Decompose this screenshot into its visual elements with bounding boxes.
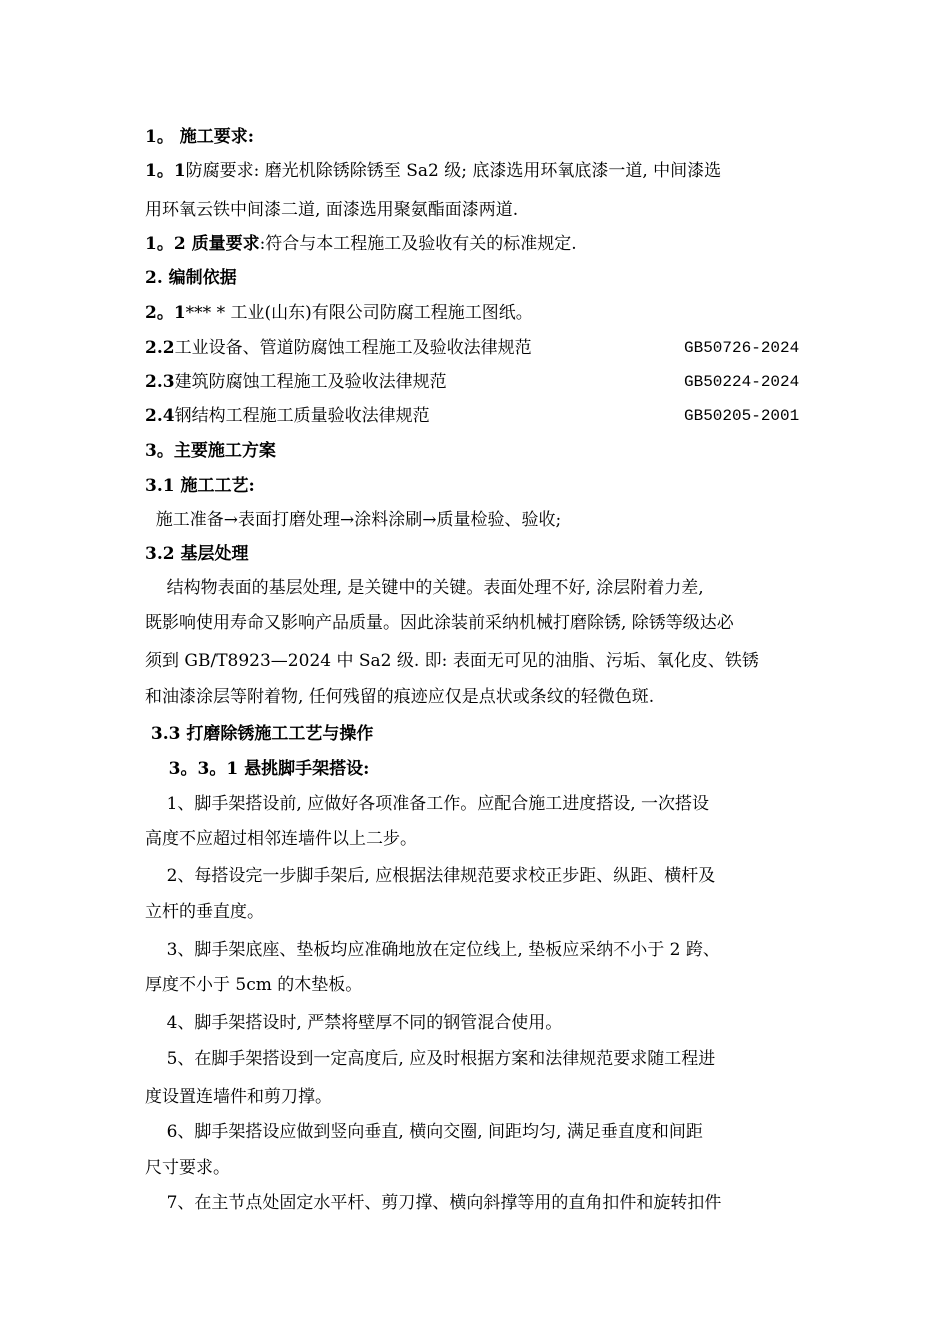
bold-heading: 1。2 质量要求 [145, 234, 260, 254]
text-line [145, 336, 532, 360]
body-text: 2、每搭设完一步脚手架后, 应根据法律规范要求校正步距、纵距、横杆及 [145, 866, 716, 886]
body-text: 施工准备→表面打磨处理→涂料涂刷→质量检验、验收; [145, 510, 562, 530]
bold-heading: 2. 编制依据 [145, 268, 237, 288]
standard-code-2-2: GB50726-2024 [684, 339, 800, 357]
text-line [145, 611, 734, 635]
text-line [145, 474, 255, 498]
text-line [145, 1047, 715, 1071]
text-line [145, 938, 720, 962]
text-line [145, 301, 533, 325]
text-line [145, 266, 237, 290]
body-text: 和油漆涂层等附着物, 任何残留的痕迹应仅是点状或条纹的轻微色斑. [145, 687, 655, 707]
text-line [145, 1085, 332, 1109]
text-line [145, 792, 709, 816]
body-text: 钢结构工程施工质量验收法律规范 [174, 406, 430, 426]
text-line [145, 542, 249, 566]
text-line [145, 722, 373, 746]
text-line [145, 1011, 562, 1035]
body-text: 4、脚手架搭设时, 严禁将壁厚不同的钢管混合使用。 [145, 1013, 563, 1033]
bold-heading: 1。 施工要求: [145, 127, 255, 147]
text-line [145, 1191, 721, 1215]
text-line [145, 1120, 703, 1144]
bold-heading: 2。1 [145, 303, 186, 323]
bold-heading: 2.2 [145, 338, 175, 358]
text-line [145, 159, 721, 183]
body-text: 3、脚手架底座、垫板均应准确地放在定位线上, 垫板应采纳不小于 2 跨、 [145, 940, 720, 960]
text-line [145, 864, 715, 888]
body-text: 立杆的垂直度。 [145, 902, 264, 922]
text-line [145, 757, 369, 781]
bold-heading: 3。主要施工方案 [145, 441, 276, 461]
body-text: 工业设备、管道防腐蚀工程施工及验收法律规范 [174, 338, 532, 358]
text-line [145, 404, 430, 428]
bold-heading: 3。3。1 悬挑脚手架搭设: [145, 759, 370, 779]
bold-heading: 2.3 [145, 372, 175, 392]
text-line [145, 649, 759, 673]
text-line [145, 370, 447, 394]
text-line [145, 125, 254, 149]
body-text: 厚度不小于 5cm 的木垫板。 [145, 975, 363, 995]
bold-heading: 2.4 [145, 406, 175, 426]
bold-heading: 1。1 [145, 161, 186, 181]
body-text: :符合与本工程施工及验收有关的标准规定. [259, 234, 577, 254]
body-text: 度设置连墙件和剪刀撑。 [145, 1087, 332, 1107]
text-line [145, 508, 561, 532]
bold-heading: 3.2 基层处理 [145, 544, 249, 564]
body-text: 7、在主节点处固定水平杆、剪刀撑、横向斜撑等用的直角扣件和旋转扣件 [145, 1193, 722, 1213]
text-line [145, 827, 417, 851]
bold-heading: 3.3 打磨除锈施工工艺与操作 [145, 724, 374, 744]
text-line [145, 900, 264, 924]
text-line [145, 973, 362, 997]
body-text: 高度不应超过相邻连墙件以上二步。 [145, 829, 417, 849]
body-text: *** * 工业(山东)有限公司防腐工程施工图纸。 [185, 303, 533, 323]
standard-code-2-3: GB50224-2024 [684, 373, 800, 391]
body-text: 6、脚手架搭设应做到竖向垂直, 横向交圈, 间距均匀, 满足垂直度和间距 [145, 1122, 703, 1142]
body-text: 结构物表面的基层处理, 是关键中的关键。表面处理不好, 涂层附着力差, [145, 578, 704, 598]
body-text: 5、在脚手架搭设到一定高度后, 应及时根据方案和法律规范要求随工程进 [145, 1049, 716, 1069]
body-text: 既影响使用寿命又影响产品质量。因此涂装前采纳机械打磨除锈, 除锈等级达必 [145, 613, 734, 633]
text-line [145, 1156, 230, 1180]
body-text: 防腐要求: 磨光机除锈除锈至 Sa2 级; 底漆选用环氧底漆一道, 中间漆选 [185, 161, 722, 181]
text-line [145, 685, 654, 709]
text-line [145, 439, 276, 463]
body-text: 1、脚手架搭设前, 应做好各项准备工作。应配合施工进度搭设, 一次搭设 [145, 794, 710, 814]
bold-heading: 3.1 施工工艺: [145, 476, 255, 496]
body-text: 须到 GB/T8923—2024 中 Sa2 级. 即: 表面无可见的油脂、污垢、氧化皮、铁锈 [145, 651, 759, 671]
body-text: 尺寸要求。 [145, 1158, 230, 1178]
body-text: 用环氧云铁中间漆二道, 面漆选用聚氨酯面漆两道. [145, 200, 519, 220]
text-line [145, 198, 518, 222]
body-text: 建筑防腐蚀工程施工及验收法律规范 [174, 372, 447, 392]
standard-code-2-4: GB50205-2001 [684, 407, 800, 425]
text-line [145, 576, 704, 600]
text-line [145, 232, 577, 256]
